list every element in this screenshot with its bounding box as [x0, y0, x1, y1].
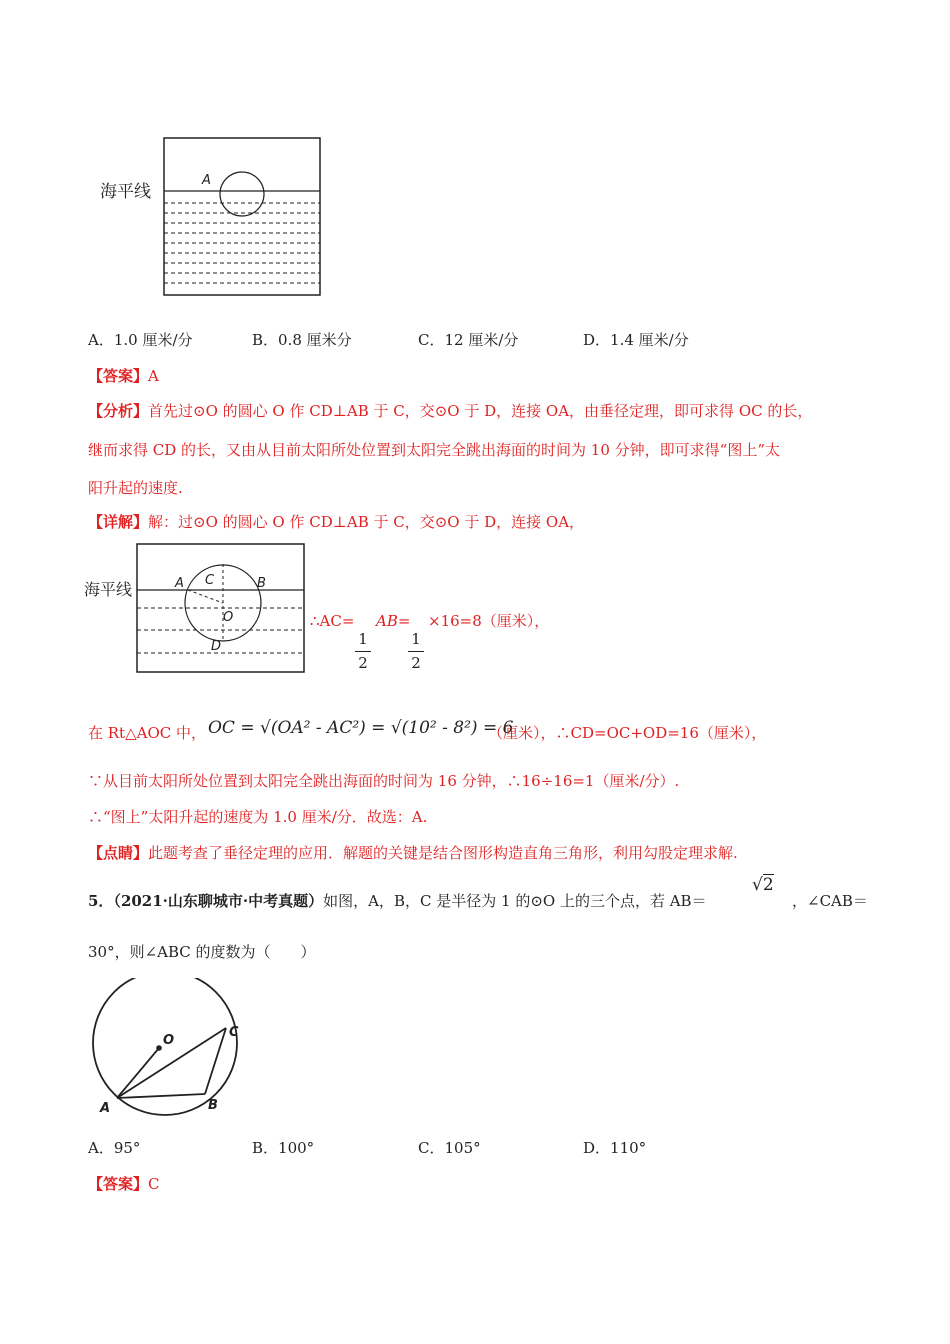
q5-option-b[interactable]: B．100° [252, 1139, 315, 1157]
q4-rt-suffix: （厘米），∴CD=OC+OD=16（厘米）， [488, 724, 767, 742]
q4-analysis-line1: 【分析】首先过⊙O 的圆心 O 作 CD⊥AB 于 C，交⊙O 于 D，连接 OA，由垂径定理，即可求得 OC 的长， [88, 402, 813, 420]
q4-because-line: ∵从目前太阳所处位置到太阳完全跳出海面的时间为 16 分钟，∴16÷16=1（厘米/分）. [88, 772, 680, 790]
fig3-point-a: A [100, 1101, 111, 1116]
q4-option-a[interactable]: A．1.0 厘米/分 [88, 331, 193, 349]
fig3-point-c: C [229, 1025, 239, 1040]
q4-ac-formula: ∴AC= [310, 612, 355, 630]
fig3-point-o: O [163, 1033, 175, 1048]
q5-stem-line1-tail: ，∠CAB＝ [792, 892, 868, 910]
figure-sunrise-2 [84, 540, 309, 676]
q5-stem-line1: 5．（2021·山东聊城市·中考真题）如图，A，B，C 是半径为 1 的⊙O 上的三个点，若 AB＝ [88, 892, 707, 910]
q5-answer: 【答案】C [88, 1175, 160, 1193]
q4-therefore-line: ∴“图上”太阳升起的速度为 1.0 厘米/分．故选：A. [88, 808, 428, 826]
q4-oc-formula: OC = √(OA² - AC²) = √(10² - 8²) = 6 [208, 718, 514, 738]
figure-circle-abc [88, 978, 248, 1118]
fig1-point-a: A [202, 173, 211, 188]
q4-comment: 【点睛】此题考查了垂径定理的应用．解题的关键是结合图形构造直角三角形，利用勾股定理求解. [88, 844, 738, 862]
fig2-point-a: A [175, 576, 184, 591]
q4-option-d[interactable]: D．1.4 厘米/分 [583, 331, 689, 349]
fig1-sea-label: 海平线 [100, 182, 151, 202]
q5-option-a[interactable]: A．95° [88, 1139, 141, 1157]
fraction-half-2-den: 2 [411, 654, 421, 672]
q4-answer: 【答案】A [88, 367, 159, 385]
fig2-sea-label: 海平线 [84, 580, 133, 599]
fraction-half-1-num: 1 [358, 630, 368, 648]
fraction-half-2-bar [408, 651, 424, 652]
fraction-half-1-bar [355, 651, 371, 652]
fig2-point-o: O [223, 610, 234, 625]
fig2-point-d: D [211, 639, 222, 654]
q4-ac-suffix: ×16=8（厘米）， [428, 612, 550, 630]
q4-analysis-line2: 继而求得 CD 的长，又由从目前太阳所处位置到太阳完全跳出海面的时间为 10 分钟，即可求得“图上”太 [88, 441, 781, 459]
q5-option-d[interactable]: D．110° [583, 1139, 647, 1157]
fraction-half-1-den: 2 [358, 654, 368, 672]
fig2-point-c: C [205, 573, 215, 588]
q4-option-c[interactable]: C．12 厘米/分 [418, 331, 519, 349]
sqrt-icon: √ [752, 875, 763, 895]
fig2-point-b: B [257, 576, 266, 591]
q4-ab-part: AB= [376, 612, 411, 630]
q4-rt-prefix: 在 Rt△AOC 中， [88, 724, 207, 742]
fig3-point-b: B [208, 1098, 218, 1113]
q4-detail-line1: 【详解】解：过⊙O 的圆心 O 作 CD⊥AB 于 C，交⊙O 于 D，连接 OA， [88, 513, 585, 531]
q5-option-c[interactable]: C．105° [418, 1139, 481, 1157]
figure-sunrise-1 [95, 130, 335, 305]
q5-sqrt-two: √2 [752, 875, 774, 895]
q4-analysis-line3: 阳升起的速度. [88, 479, 183, 497]
q4-option-b[interactable]: B．0.8 厘米分 [252, 331, 352, 349]
fraction-half-2-num: 1 [411, 630, 421, 648]
q5-stem-line2: 30°，则∠ABC 的度数为（ ） [88, 943, 316, 961]
